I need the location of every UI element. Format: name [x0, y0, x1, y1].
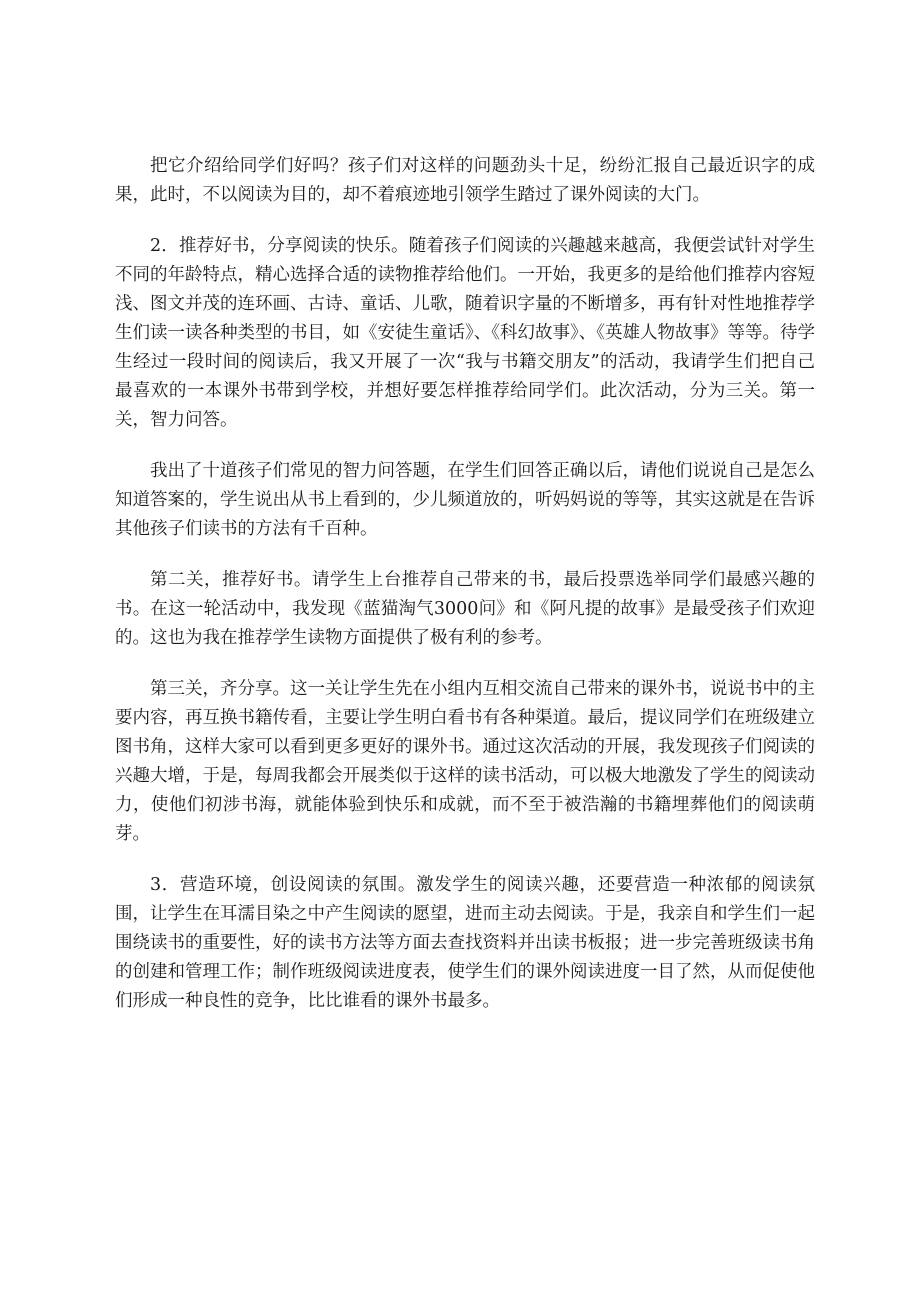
paragraph-intro-continuation: 把它介绍给同学们好吗？孩子们对这样的问题劲头十足，纷纷汇报自己最近识字的成果，此时，不以阅读为目的，却不着痕迹地引领学生踏过了课外阅读的大门。 — [115, 156, 815, 205]
paragraph-quiz-round: 我出了十道孩子们常见的智力问答题，在学生们回答正确以后，请他们说说自己是怎么知道答案的，学生说出从书上看到的，少儿频道放的，听妈妈说的等等，其实这就是在告诉其他孩子们读书的方法有千百种。 — [115, 461, 815, 539]
paragraph-third-round: 第三关，齐分享。这一关让学生先在小组内互相交流自己带来的课外书，说说书中的主要内容，再互换书籍传看，主要让学生明白看书有各种渠道。最后，提议同学们在班级建立图书角，这样大家可以看到更多更好的课外书。通过这次活动的开展，我发现孩子们阅读的兴趣大增，于是，每周我都会开展类似于这样的读书活动，可以极大地激发了学生的阅读动力，使他们初涉书海，就能体验到快乐和成就，而不至于被浩瀚的书籍埋葬他们的阅读萌芽。 — [115, 679, 815, 844]
document-body — [115, 152, 815, 1038]
paragraph-reading-environment: 3．营造环境，创设阅读的氛围。激发学生的阅读兴趣，还要营造一种浓郁的阅读氛围，让学生在耳濡目染之中产生阅读的愿望，进而主动去阅读。于是，我亲自和学生们一起围绕读书的重要性，好的读书方法等方面去查找资料并出读书板报；进一步完善班级读书角的创建和管理工作；制作班级阅读进度表，使学生们的课外阅读进度一目了然，从而促使他们形成一种良性的竞争，比比谁看的课外书最多。 — [115, 875, 815, 1011]
paragraph-second-round: 第二关，推荐好书。请学生上台推荐自己带来的书，最后投票选举同学们最感兴趣的书。在这一轮活动中，我发现《蓝猫淘气3000问》和《阿凡提的故事》是最受孩子们欢迎的。这也为我在推荐学生读物方面提供了极有利的参考。 — [115, 570, 815, 648]
paragraph-recommend-books: 2．推荐好书，分享阅读的快乐。随着孩子们阅读的兴趣越来越高，我便尝试针对学生不同的年龄特点，精心选择合适的读物推荐给他们。一开始，我更多的是给他们推荐内容短浅、图文并茂的连环画、古诗、童话、儿歌，随着识字量的不断增多，再有针对性地推荐学生们读一读各种类型的书目，如《安徒生童话》、《科幻故事》、《英雄人物故事》等等。待学生经过一段时间的阅读后，我又开展了一次“我与书籍交朋友”的活动，我请学生们把自己最喜欢的一本课外书带到学校，并想好要怎样推荐给同学们。此次活动，分为三关。第一关，智力问答。 — [115, 236, 815, 430]
